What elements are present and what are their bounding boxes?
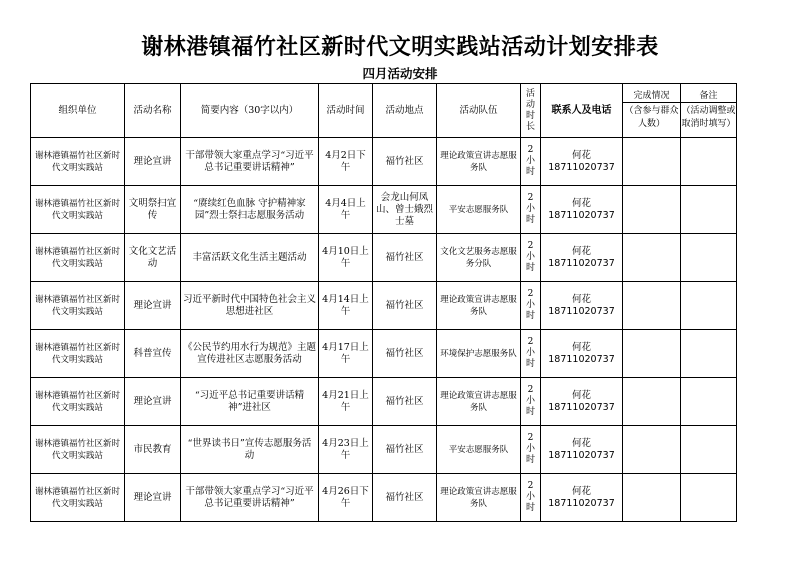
cell-activity-name: 理论宣讲 [125,474,181,522]
cell-completion [623,474,681,522]
contact-name: 何花 [571,485,591,497]
contact-phone: 18711020737 [548,401,615,413]
cell-remark [681,378,737,426]
cell-duration [521,474,541,522]
header-remark [681,84,737,138]
table-row [31,234,737,282]
cell-place: 福竹社区 [373,234,437,282]
cell-remark [681,330,737,378]
contact-phone: 18711020737 [548,161,615,173]
cell-contact [541,138,623,186]
cell-org: 谢林港镇福竹社区新时代文明实践站 [31,138,125,186]
cell-team: 文化文艺服务志愿服务分队 [437,234,521,282]
cell-team: 平安志愿服务队 [437,186,521,234]
cell-duration [521,426,541,474]
contact-name: 何花 [571,245,591,257]
cell-org: 谢林港镇福竹社区新时代文明实践站 [31,234,125,282]
cell-org: 谢林港镇福竹社区新时代文明实践站 [31,330,125,378]
cell-time: 4月2日下午 [319,138,373,186]
cell-contact [541,234,623,282]
cell-activity-name: 文明祭扫宣传 [125,186,181,234]
cell-team: 理论政策宣讲志愿服务队 [437,378,521,426]
header-duration [521,84,541,138]
cell-team: 理论政策宣讲志愿服务队 [437,282,521,330]
page-title: 谢林港镇福竹社区新时代文明实践站活动计划安排表 [141,35,659,60]
cell-place: 福竹社区 [373,426,437,474]
contact-name: 何花 [571,197,591,209]
header-place: 活动地点 [373,84,437,138]
cell-duration [521,138,541,186]
header-activity-name: 活动名称 [125,84,181,138]
cell-org: 谢林港镇福竹社区新时代文明实践站 [31,186,125,234]
header-row [31,84,737,138]
cell-completion [623,282,681,330]
cell-org: 谢林港镇福竹社区新时代文明实践站 [31,378,125,426]
cell-duration-text: 2小时 [525,145,535,177]
cell-content: 《公民节约用水行为规范》主题宣传进社区志愿服务活动 [181,330,319,378]
cell-team: 理论政策宣讲志愿服务队 [437,138,521,186]
cell-duration-text: 2小时 [525,337,535,369]
cell-content: “习近平总书记重要讲话精神”进社区 [181,378,319,426]
cell-team: 理论政策宣讲志愿服务队 [437,474,521,522]
table-row [31,138,737,186]
cell-contact [541,474,623,522]
cell-remark [681,474,737,522]
cell-place: 福竹社区 [373,330,437,378]
cell-content: 丰富活跃文化生活主题活动 [181,234,319,282]
cell-duration-text: 2小时 [525,289,535,321]
cell-content: 干部带领大家重点学习“习近平总书记重要讲话精神” [181,138,319,186]
cell-completion [623,186,681,234]
cell-completion [623,234,681,282]
header-content: 简要内容（30字以内） [181,84,319,138]
cell-org: 谢林港镇福竹社区新时代文明实践站 [31,282,125,330]
page-subtitle: 四月活动安排 [362,66,438,81]
cell-activity-name: 理论宣讲 [125,138,181,186]
cell-org: 谢林港镇福竹社区新时代文明实践站 [31,426,125,474]
contact-phone: 18711020737 [548,497,615,509]
cell-time: 4月23日上午 [319,426,373,474]
table-row [31,282,737,330]
contact-name: 何花 [571,341,591,353]
cell-completion [623,138,681,186]
header-duration-text: 活动时长 [525,88,535,132]
cell-duration [521,378,541,426]
cell-duration [521,186,541,234]
cell-contact [541,426,623,474]
cell-time: 4月26日下午 [319,474,373,522]
cell-place: 会龙山何凤山、曾士娥烈士墓 [373,186,437,234]
cell-activity-name: 文化文艺活动 [125,234,181,282]
contact-phone: 18711020737 [548,305,615,317]
table-row [31,378,737,426]
header-team: 活动队伍 [437,84,521,138]
cell-duration-text: 2小时 [525,385,535,417]
cell-completion [623,330,681,378]
cell-remark [681,234,737,282]
cell-content: 干部带领大家重点学习“习近平总书记重要讲话精神” [181,474,319,522]
activity-schedule-table [30,83,737,522]
header-remark-title: 备注 [681,91,736,103]
table-row [31,330,737,378]
cell-content: 习近平新时代中国特色社会主义思想进社区 [181,282,319,330]
header-completion-note: （含参与群众人数） [624,105,679,129]
cell-completion [623,378,681,426]
cell-duration-text: 2小时 [525,481,535,513]
header-completion-title: 完成情况 [623,91,680,103]
header-remark-note: （活动调整或取消时填写） [681,105,736,129]
cell-time: 4月14日上午 [319,282,373,330]
cell-content: “赓续红色血脉 守护精神家园”烈士祭扫志愿服务活动 [181,186,319,234]
cell-remark [681,186,737,234]
cell-remark [681,138,737,186]
contact-name: 何花 [571,437,591,449]
header-contact: 联系人及电话 [541,84,623,138]
contact-phone: 18711020737 [548,449,615,461]
cell-contact [541,330,623,378]
cell-place: 福竹社区 [373,138,437,186]
cell-place: 福竹社区 [373,378,437,426]
cell-duration-text: 2小时 [525,433,535,465]
contact-phone: 18711020737 [548,257,615,269]
cell-time: 4月4日上午 [319,186,373,234]
cell-duration [521,282,541,330]
cell-remark [681,282,737,330]
cell-activity-name: 科普宣传 [125,330,181,378]
cell-duration [521,234,541,282]
cell-contact [541,282,623,330]
cell-activity-name: 市民教育 [125,426,181,474]
cell-remark [681,426,737,474]
header-org: 组织单位 [31,84,125,138]
cell-duration-text: 2小时 [525,193,535,225]
cell-place: 福竹社区 [373,282,437,330]
contact-name: 何花 [571,293,591,305]
cell-team: 环境保护志愿服务队 [437,330,521,378]
cell-time: 4月10日上午 [319,234,373,282]
contact-phone: 18711020737 [548,353,615,365]
table-row [31,186,737,234]
cell-org: 谢林港镇福竹社区新时代文明实践站 [31,474,125,522]
cell-team: 平安志愿服务队 [437,426,521,474]
cell-place: 福竹社区 [373,474,437,522]
header-time: 活动时间 [319,84,373,138]
cell-contact [541,378,623,426]
contact-name: 何花 [571,149,591,161]
cell-completion [623,426,681,474]
cell-time: 4月21日上午 [319,378,373,426]
contact-phone: 18711020737 [548,209,615,221]
cell-content: “世界读书日”宣传志愿服务活动 [181,426,319,474]
cell-time: 4月17日上午 [319,330,373,378]
table-row [31,474,737,522]
cell-activity-name: 理论宣讲 [125,282,181,330]
table-row [31,426,737,474]
cell-duration-text: 2小时 [525,241,535,273]
cell-contact [541,186,623,234]
contact-name: 何花 [571,389,591,401]
cell-duration [521,330,541,378]
header-completion [623,84,681,138]
cell-activity-name: 理论宣讲 [125,378,181,426]
